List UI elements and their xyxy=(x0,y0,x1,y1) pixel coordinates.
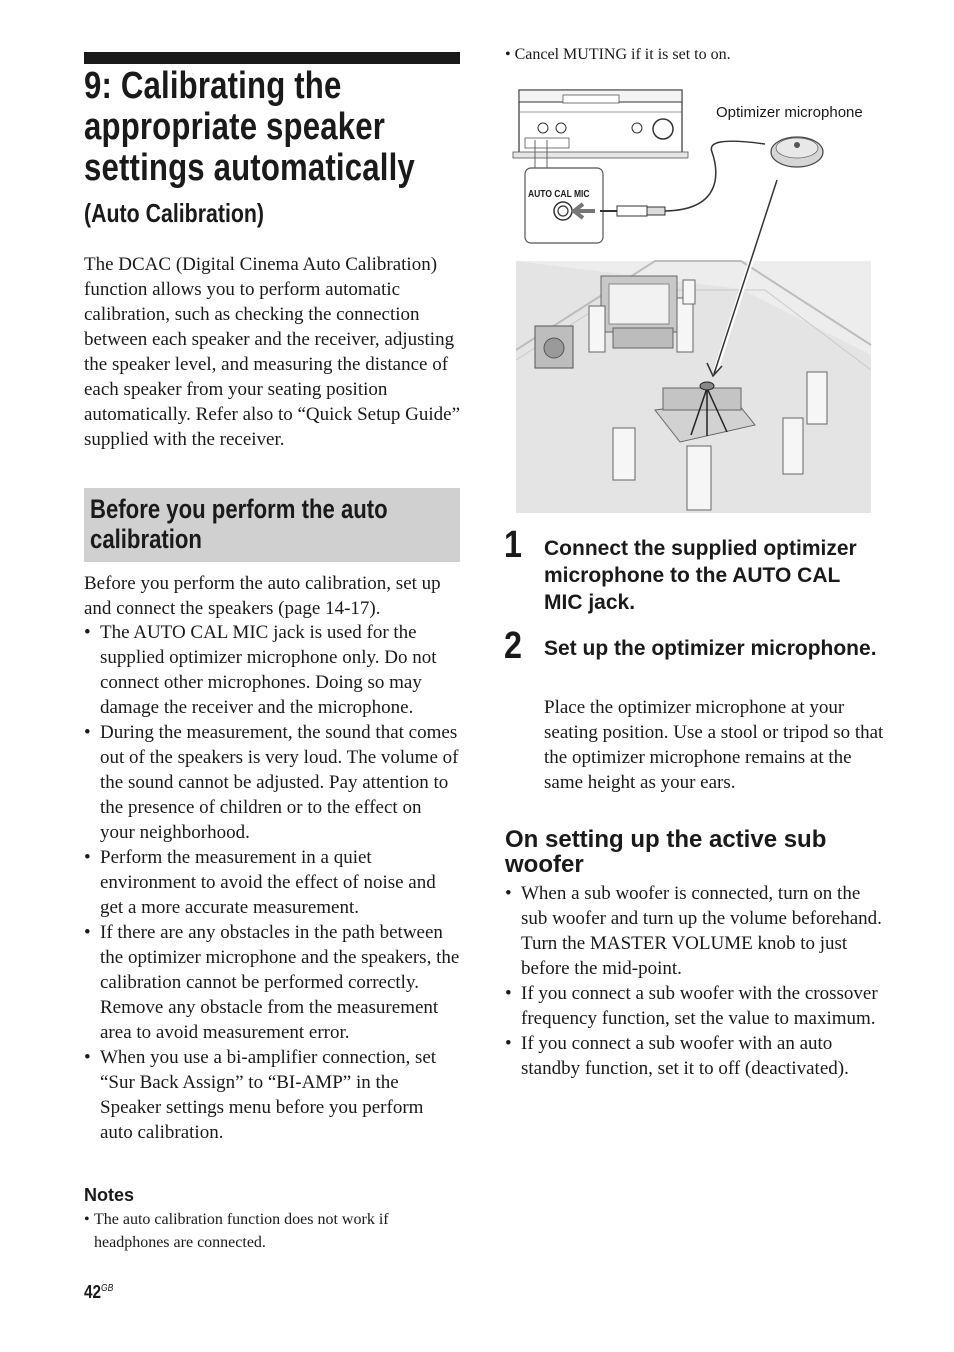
step-number: 2 xyxy=(504,625,522,667)
section-heading: Before you perform the auto calibration xyxy=(90,494,388,554)
list-item: • The auto calibration function does not work if headphones are connected. xyxy=(84,1208,460,1254)
list-item: • If you connect a sub woofer with an auto standby function, set it to off (deactivated). xyxy=(505,1031,885,1081)
receiver-illustration xyxy=(513,90,688,158)
list-item: • The AUTO CAL MIC jack is used for the supplied optimizer microphone only. Do not connect other microphones. Doing so may damage the receiver and the microphone. xyxy=(84,620,460,720)
precaution-list xyxy=(84,620,460,1145)
list-item: • When you use a bi-amplifier connection, set “Sur Back Assign” to “BI-AMP” in the Speaker settings menu before you perform auto calibration. xyxy=(84,1045,460,1145)
chapter-subtitle: (Auto Calibration) xyxy=(84,198,265,228)
subwoofer-heading: On setting up the active sub woofer xyxy=(505,826,827,878)
auto-cal-mic-label: AUTO CAL MIC xyxy=(528,189,590,200)
muting-note-text: Cancel MUTING if it is set to on. xyxy=(514,46,731,63)
page-number xyxy=(84,1282,113,1303)
list-item: • During the measurement, the sound that comes out of the speakers is very loud. The volume of the sound cannot be adjusted. Pay attention to the presence of children or to the effect on your neighborhood. xyxy=(84,720,460,845)
muting-note: • Cancel MUTING if it is set to on. xyxy=(505,46,731,63)
list-item: • When a sub woofer is connected, turn on the sub woofer and turn up the volume beforehand. Turn the MASTER VOLUME knob to just before the mid-point. xyxy=(505,881,885,981)
list-item: • If you connect a sub woofer with the crossover frequency function, set the value to maximum. xyxy=(505,981,885,1031)
title-rule xyxy=(84,52,460,64)
chapter-title: 9: Calibrating the appropriate speaker settings automatically xyxy=(84,65,415,189)
step-number: 1 xyxy=(504,524,522,566)
page-number-value: 42 xyxy=(84,1282,102,1302)
before-intro-paragraph: Before you perform the auto calibration, set up and connect the speakers (page 14-17). xyxy=(84,573,441,619)
notes-heading: Notes xyxy=(84,1185,135,1205)
list-item: • Perform the measurement in a quiet environment to avoid the effect of noise and get a more accurate measurement. xyxy=(84,845,460,920)
step-title: Connect the supplied optimizer microphone to the AUTO CAL MIC jack. xyxy=(544,537,857,614)
intro-paragraph: The DCAC (Digital Cinema Auto Calibration) function allows you to perform automatic calibration, such as checking the connection between each speaker and the receiver, adjusting the speaker level, and measuring the distance of each speaker from your seating position automatically. Refer also to “Quick Setup Guide” supplied with the receiver. xyxy=(84,254,461,450)
setup-illustration xyxy=(505,80,885,520)
subwoofer-list xyxy=(505,881,885,1081)
notes-list xyxy=(84,1208,460,1254)
room-illustration xyxy=(516,261,871,513)
page-number-suffix: GB xyxy=(101,1283,114,1294)
optimizer-microphone-label: Optimizer microphone xyxy=(716,104,863,121)
section-heading-box xyxy=(84,488,460,562)
step-body: Place the optimizer microphone at your seating position. Use a stool or tripod so that the optimizer microphone remains at the same height as your ears. xyxy=(544,697,884,793)
list-item: • If there are any obstacles in the path between the optimizer microphone and the speakers, the calibration cannot be performed correctly. Remove any obstacle from the measurement area to avoid measurement error. xyxy=(84,920,460,1045)
optimizer-microphone-illustration xyxy=(771,137,823,167)
step-title: Set up the optimizer microphone. xyxy=(544,637,877,660)
